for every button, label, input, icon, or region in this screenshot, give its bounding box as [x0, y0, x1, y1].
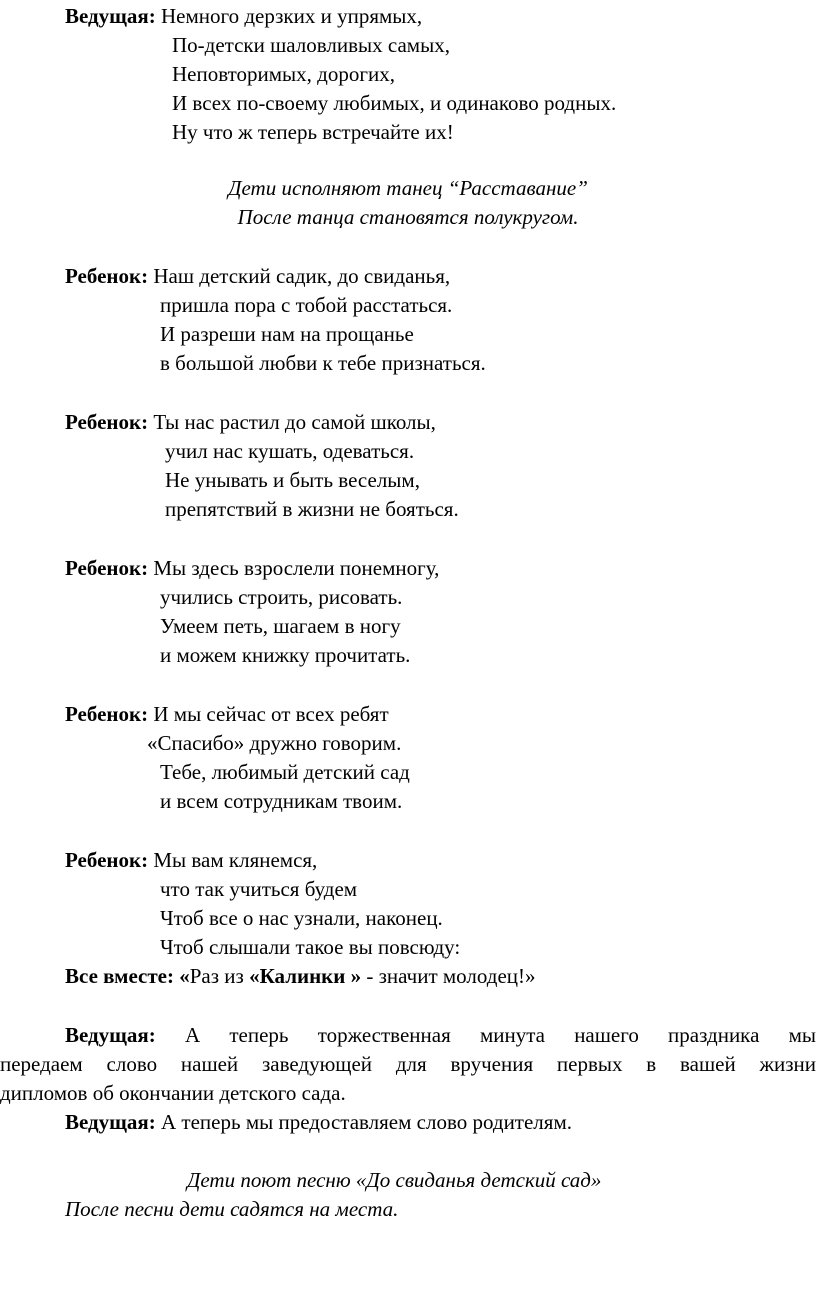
- verse-line: По-детски шаловливых самых,: [172, 33, 450, 57]
- verse-line: Не унывать и быть веселым,: [165, 468, 420, 492]
- verse-line: и всем сотрудникам твоим.: [160, 789, 403, 813]
- child-line-1: [65, 700, 389, 729]
- host-paragraph-line-2: передаем слово нашей заведующей для вручения первых в вашей жизни: [0, 1052, 816, 1076]
- stage-direction: После песни дети садятся на места.: [65, 1197, 399, 1221]
- speaker-label: Ребенок:: [65, 556, 149, 580]
- host-paragraph-line-3: дипломов об окончании детского сада.: [0, 1081, 346, 1105]
- stage-direction: Дети поют песню «До свиданья детский сад»: [187, 1168, 602, 1192]
- host-paragraph-line-1: [65, 1021, 816, 1050]
- speaker-label: Ребенок:: [65, 410, 149, 434]
- verse-line: Чтоб слышали такое вы повсюду:: [160, 935, 461, 959]
- speaker-label: Ребенок:: [65, 264, 149, 288]
- verse-line: учил нас кушать, одеваться.: [165, 439, 415, 463]
- child-line-1: [65, 262, 450, 291]
- verse-text: И мы сейчас от всех ребят: [153, 702, 389, 726]
- verse-line: И всех по-своему любимых, и одинаково родных.: [172, 91, 617, 115]
- verse-line: и можем книжку прочитать.: [160, 643, 411, 667]
- host-line: [65, 1108, 572, 1137]
- verse-line: Чтоб все о нас узнали, наконец.: [160, 906, 443, 930]
- host-line-1: [65, 2, 422, 31]
- verse-line: Неповторимых, дорогих,: [172, 62, 395, 86]
- stage-direction: После танца становятся полукругом.: [237, 205, 579, 229]
- quote-open: «: [179, 964, 190, 988]
- child-line-1: [65, 408, 436, 437]
- paragraph-text: А теперь торжественная минута нашего праздника мы: [184, 1023, 816, 1047]
- verse-text: - значит молодец!»: [361, 964, 536, 988]
- verse-line: «Спасибо» дружно говорим.: [147, 731, 402, 755]
- verse-line: что так учиться будем: [160, 877, 358, 901]
- speaker-label: Все вместе:: [65, 964, 174, 988]
- speaker-label: Ведущая:: [65, 4, 156, 28]
- verse-line: Умеем петь, шагаем в ногу: [160, 614, 401, 638]
- child-line-1: [65, 554, 439, 583]
- verse-text: Мы здесь взрослели понемногу,: [153, 556, 440, 580]
- verse-line: И разреши нам на прощанье: [160, 322, 414, 346]
- all-together-line: [65, 962, 536, 991]
- verse-line: пришла пора с тобой расстаться.: [160, 293, 453, 317]
- verse-line: Тебе, любимый детский сад: [160, 760, 410, 784]
- verse-text: Немного дерзких и упрямых,: [161, 4, 423, 28]
- verse-text: Раз из: [189, 964, 250, 988]
- verse-line: учились строить, рисовать.: [160, 585, 403, 609]
- bold-name: «Калинки »: [249, 964, 362, 988]
- verse-text: Ты нас растил до самой школы,: [153, 410, 436, 434]
- verse-line: в большой любви к тебе признаться.: [160, 351, 486, 375]
- child-line-1: [65, 846, 317, 875]
- stage-direction: Дети исполняют танец “Расставание”: [228, 176, 588, 200]
- speaker-label: Ведущая:: [65, 1023, 156, 1047]
- verse-line: препятствий в жизни не бояться.: [165, 497, 459, 521]
- verse-text: Мы вам клянемся,: [153, 848, 318, 872]
- speaker-label: Ведущая:: [65, 1110, 156, 1134]
- paragraph-text: А теперь мы предоставляем слово родителям.: [161, 1110, 572, 1134]
- verse-text: Наш детский садик, до свиданья,: [153, 264, 451, 288]
- speaker-label: Ребенок:: [65, 848, 149, 872]
- verse-line: Ну что ж теперь встречайте их!: [172, 120, 454, 144]
- speaker-label: Ребенок:: [65, 702, 149, 726]
